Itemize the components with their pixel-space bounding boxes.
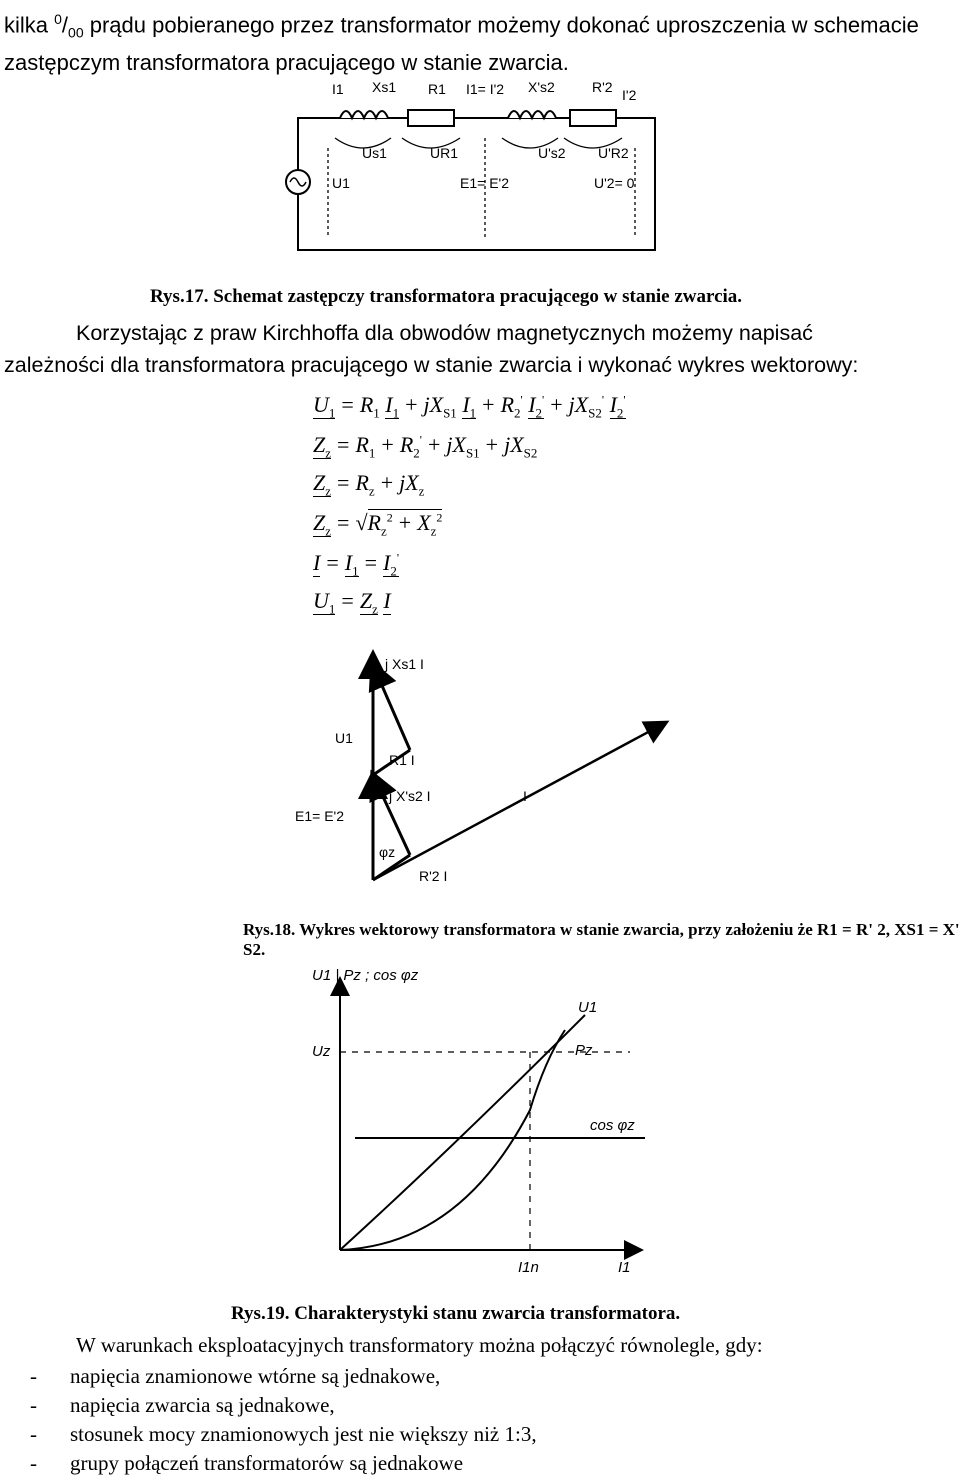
label-i1: I1 — [332, 81, 344, 97]
label-jxs1: j Xs1 I — [385, 656, 424, 672]
label-xs2: X's2 — [528, 79, 555, 95]
label-e1: E1= E'2 — [295, 808, 344, 824]
label-i: I — [523, 788, 527, 804]
resistor-r1 — [408, 110, 454, 126]
reactance-xs2 — [508, 111, 556, 118]
curve-u1 — [340, 1015, 585, 1250]
paragraph1-line1: Korzystając z praw Kirchhoffa dla obwodów magnetycznych możemy napisać — [76, 321, 813, 345]
equation-u1-zz: $U_1 = Z_z$ I — [313, 588, 391, 617]
label-u2: U'2= 0 — [594, 175, 635, 191]
label-jxs2: j X's2 I — [389, 788, 431, 804]
label-e1: E1= E'2 — [460, 175, 509, 191]
paragraph1-line2: zależności dla transformatora pracującego w stanie zwarcia i wykonać wykres wektorowy: — [4, 353, 859, 377]
list-item: - stosunek mocy znamionowych jest nie większy niż 1:3, — [30, 1422, 537, 1446]
label-i2: I'2 — [622, 87, 637, 103]
fig17-caption: Rys.17. Schemat zastępczy transformatora pracującego w stanie zwarcia. — [150, 286, 743, 307]
label-phi: φz — [379, 844, 396, 860]
label-r1: R1 I — [389, 752, 415, 768]
phasor-jxs2i — [373, 775, 410, 855]
label-u1: U1 — [578, 999, 598, 1016]
paragraph2-intro: W warunkach eksploatacyjnych transformatory można połączyć równolegle, gdy: — [76, 1333, 763, 1357]
label-cos: cos φz — [590, 1117, 635, 1134]
label-ur1: UR1 — [430, 145, 459, 161]
label-pz: Pz — [575, 1042, 593, 1059]
label-uz: Uz — [312, 1043, 331, 1060]
label-i1: I1 — [618, 1259, 631, 1276]
resistor-r2 — [570, 110, 616, 126]
label-r2: R'2 — [592, 79, 613, 95]
phasor-diagram-figure — [285, 645, 675, 895]
curve-pz — [340, 1030, 565, 1250]
label-y-axis: U1 | Pz ; cos φz — [312, 967, 419, 984]
equivalent-circuit-figure — [280, 78, 680, 268]
label-u1: U1 — [335, 730, 353, 746]
label-ur2: U'R2 — [598, 145, 629, 161]
list-item: - napięcia znamionowe wtórne są jednakowe, — [30, 1364, 441, 1388]
label-us2: U's2 — [538, 145, 566, 161]
list-item: - napięcia zwarcia są jednakowe, — [30, 1393, 335, 1417]
reactance-xs1 — [340, 111, 388, 118]
label-r1: R1 — [428, 81, 446, 97]
label-i1eq: I1= I'2 — [466, 81, 505, 97]
label-xs1: Xs1 — [372, 79, 397, 95]
label-u1: U1 — [332, 175, 350, 191]
equation-zz-sum: $Z_z = R_1 + R_2' + jX_{S1} + jX_{S2}$ — [313, 432, 538, 461]
label-i1n: I1n — [518, 1259, 539, 1276]
phasor-jxs1i — [373, 665, 410, 750]
equation-zz-abs: $Z_z = √R_z^2 + X_z^2$ — [313, 510, 443, 539]
conditions-list — [30, 1362, 537, 1478]
label-r2: R'2 I — [419, 868, 448, 884]
label-us1: Us1 — [362, 145, 387, 161]
list-item: - grupy połączeń transformatorów są jednakowe — [30, 1451, 464, 1475]
characteristics-figure — [300, 960, 650, 1280]
equation-u1: $U_1 = R_1$ $I_1 + jX_{S1}$ $I_1 + R_2'$ $I_2' + jX_{S2}'$ $I_2'$ — [313, 392, 626, 421]
equation-i: $I = I_1 = I_2'$ — [313, 550, 399, 579]
fig18-caption: Rys.18. Wykres wektorowy transformatora w stanie zwarcia, przy założeniu że R1 = R' 2, XS1 = X' S2. — [243, 920, 960, 959]
fig19-caption: Rys.19. Charakterystyki stanu zwarcia transformatora. — [231, 1303, 681, 1324]
equation-zz-complex: $Z_z = R_z + jX_z$ — [313, 470, 425, 499]
intro-text: kilka $^0/_{00}$ prądu pobieranego przez transformator możemy dokonać uproszczenia w schemacie zastępczym transformatora pracującego w stanie zwarcia. — [4, 11, 919, 75]
